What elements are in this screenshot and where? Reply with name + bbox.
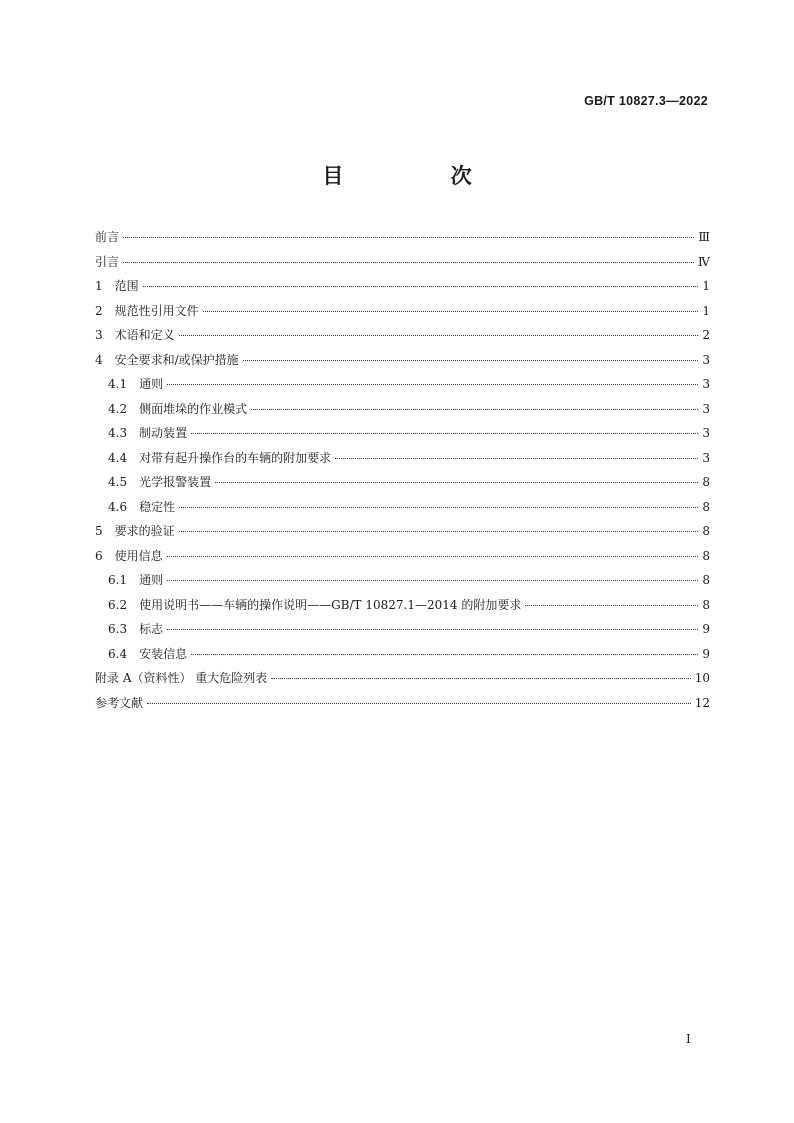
toc-entry-page: 1 bbox=[702, 279, 710, 293]
toc-entry[interactable] bbox=[95, 424, 710, 449]
toc-dot-leader bbox=[179, 531, 698, 532]
toc-dot-leader bbox=[123, 237, 694, 238]
toc-entry[interactable] bbox=[95, 400, 710, 425]
toc-entry-page: 3 bbox=[702, 450, 710, 465]
toc-entry-label: 引言 bbox=[95, 254, 120, 269]
toc-entry-label: 稳定性 bbox=[139, 499, 176, 514]
toc-entry-page: 3 bbox=[702, 352, 710, 367]
toc-entry[interactable] bbox=[95, 620, 710, 645]
toc-entry-label: 使用信息 bbox=[114, 548, 163, 563]
toc-entry[interactable] bbox=[95, 253, 710, 278]
toc-entry[interactable] bbox=[95, 449, 710, 474]
standard-code: GB/T 10827.3—2022 bbox=[584, 94, 708, 108]
toc-entry-number: 2 bbox=[95, 303, 103, 318]
toc-dot-leader bbox=[335, 458, 698, 459]
toc-entry[interactable] bbox=[95, 351, 710, 376]
toc-entry-number: 4.3 bbox=[108, 426, 128, 440]
toc-entry-number: 4.4 bbox=[108, 450, 128, 465]
toc-entry-page: Ⅲ bbox=[698, 230, 710, 244]
toc-entry-label: 术语和定义 bbox=[114, 328, 175, 342]
toc-entry-number: 6 bbox=[95, 548, 103, 563]
toc-entry-page: 10 bbox=[694, 671, 710, 685]
toc-entry[interactable] bbox=[95, 302, 710, 327]
toc-entry-page: 8 bbox=[702, 597, 710, 612]
toc-entry-label: 制动装置 bbox=[139, 426, 188, 440]
toc-dot-leader bbox=[271, 678, 690, 679]
toc-dot-leader bbox=[143, 286, 698, 287]
toc-entry[interactable] bbox=[95, 498, 710, 523]
toc-dot-leader bbox=[243, 360, 698, 361]
toc-dot-leader bbox=[203, 311, 698, 312]
toc-entry-page: 2 bbox=[702, 328, 710, 342]
page-number: I bbox=[686, 1032, 691, 1046]
toc-dot-leader bbox=[167, 384, 698, 385]
toc-dot-leader bbox=[215, 482, 698, 483]
toc-entry-label: 安装信息 bbox=[139, 646, 188, 661]
toc-entry[interactable] bbox=[95, 375, 710, 400]
toc-entry-label: 规范性引用文件 bbox=[114, 303, 199, 318]
toc-entry-page: 8 bbox=[702, 573, 710, 587]
toc-dot-leader bbox=[167, 629, 698, 630]
toc-entry-page: 3 bbox=[702, 401, 710, 416]
toc-entry-label: 参考文献 bbox=[95, 695, 144, 710]
toc-entry-page: 9 bbox=[702, 622, 710, 636]
toc-dot-leader bbox=[123, 262, 694, 263]
toc-entry-label: 标志 bbox=[139, 622, 164, 636]
toc-entry-label: 使用说明书——车辆的操作说明——GB/T 10827.1—2014 的附加要求 bbox=[139, 597, 522, 612]
toc-entry-label: 对带有起升操作台的车辆的附加要求 bbox=[139, 450, 332, 465]
toc-entry-label: 要求的验证 bbox=[114, 524, 175, 538]
page-title: 目 次 bbox=[322, 164, 522, 188]
toc-entry-number: 4 bbox=[95, 352, 103, 367]
toc-entry-label: 通则 bbox=[139, 573, 164, 587]
toc-entry-number: 5 bbox=[95, 524, 103, 538]
toc-entry[interactable] bbox=[95, 228, 710, 253]
toc-entry-page: 9 bbox=[702, 646, 710, 661]
toc-entry-page: 8 bbox=[702, 499, 710, 514]
toc-dot-leader bbox=[525, 605, 698, 606]
toc-entry-page: 3 bbox=[702, 426, 710, 440]
toc-dot-leader bbox=[167, 580, 698, 581]
toc-entry[interactable] bbox=[95, 326, 710, 351]
toc-entry-label: 附录 A（资料性） 重大危险列表 bbox=[95, 671, 268, 685]
toc-entry-number: 1 bbox=[95, 279, 103, 293]
toc-dot-leader bbox=[251, 409, 698, 410]
toc-entry[interactable] bbox=[95, 694, 710, 719]
toc-dot-leader bbox=[191, 433, 698, 434]
toc-entry-label: 侧面堆垛的作业模式 bbox=[139, 401, 248, 416]
toc-entry-page: 1 bbox=[702, 303, 710, 318]
toc-entry-page: 8 bbox=[702, 524, 710, 538]
toc-entry[interactable] bbox=[95, 571, 710, 596]
toc-entry[interactable] bbox=[95, 473, 710, 498]
toc-entry-page: 12 bbox=[694, 695, 710, 710]
toc-entry-number: 6.2 bbox=[108, 597, 128, 612]
toc-entry-label: 光学报警装置 bbox=[139, 475, 212, 489]
table-of-contents bbox=[95, 228, 710, 718]
toc-entry-number: 4.2 bbox=[108, 401, 128, 416]
toc-entry[interactable] bbox=[95, 645, 710, 670]
toc-entry[interactable] bbox=[95, 669, 710, 694]
toc-entry-number: 4.5 bbox=[108, 475, 128, 489]
toc-entry-number: 4.1 bbox=[108, 377, 128, 391]
toc-entry-page: Ⅳ bbox=[698, 254, 710, 269]
toc-entry-page: 8 bbox=[702, 548, 710, 563]
toc-entry-number: 3 bbox=[95, 328, 103, 342]
toc-entry-label: 通则 bbox=[139, 377, 164, 391]
toc-dot-leader bbox=[179, 507, 698, 508]
toc-dot-leader bbox=[147, 703, 691, 704]
toc-entry-number: 6.3 bbox=[108, 622, 128, 636]
toc-entry-number: 6.4 bbox=[108, 646, 128, 661]
toc-entry[interactable] bbox=[95, 522, 710, 547]
toc-entry-label: 前言 bbox=[95, 230, 120, 244]
toc-entry[interactable] bbox=[95, 596, 710, 621]
toc-dot-leader bbox=[191, 654, 698, 655]
toc-entry-label: 范围 bbox=[114, 279, 139, 293]
toc-entry-page: 8 bbox=[702, 475, 710, 489]
toc-dot-leader bbox=[179, 335, 698, 336]
toc-entry[interactable] bbox=[95, 277, 710, 302]
toc-entry-label: 安全要求和/或保护措施 bbox=[114, 352, 239, 367]
toc-entry[interactable] bbox=[95, 547, 710, 572]
toc-entry-page: 3 bbox=[702, 377, 710, 391]
toc-entry-number: 4.6 bbox=[108, 499, 128, 514]
toc-dot-leader bbox=[167, 556, 698, 557]
toc-entry-number: 6.1 bbox=[108, 573, 128, 587]
